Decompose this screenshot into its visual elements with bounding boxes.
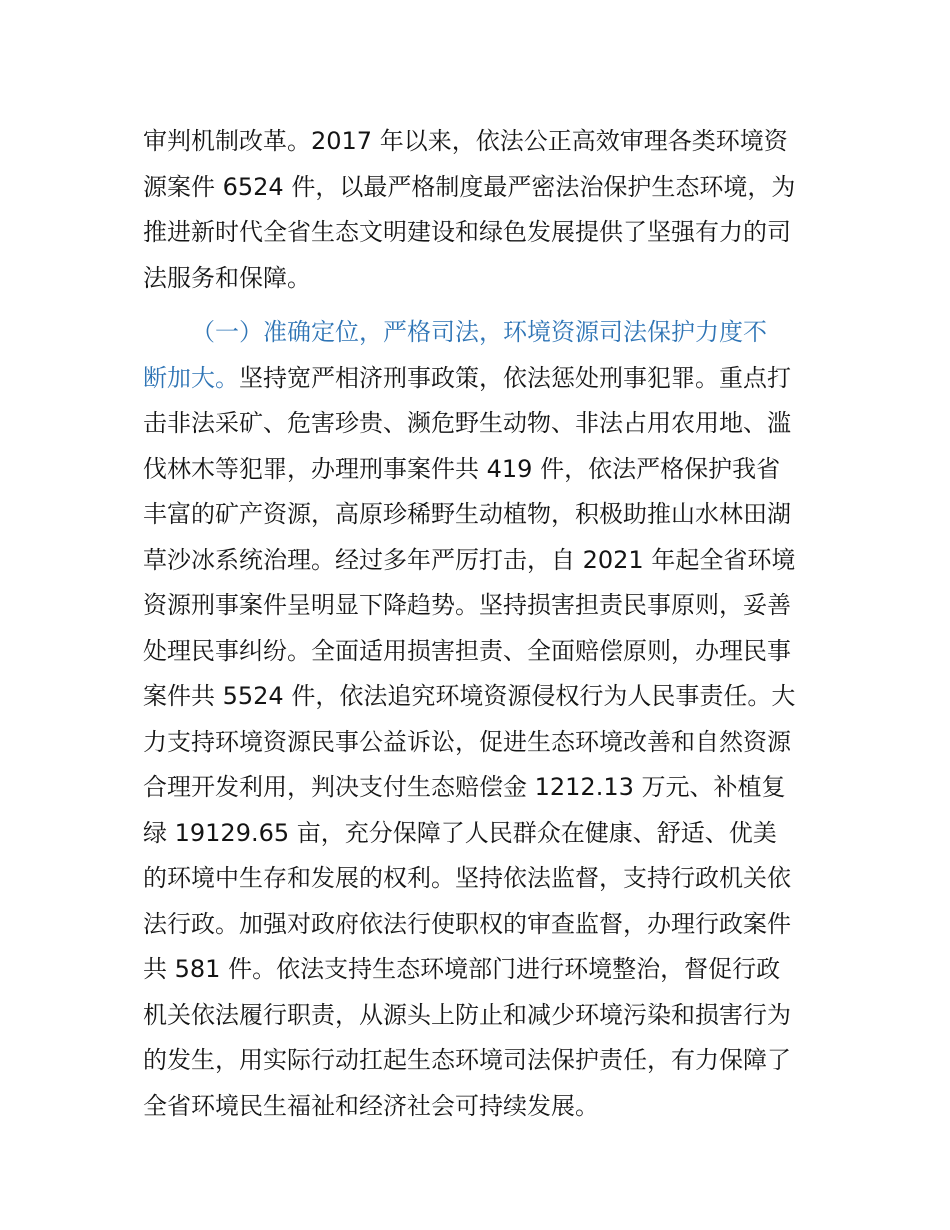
paragraph-2-line-3: 击非法采矿、危害珍贵、濒危野生动物、非法占用农用地、滥 xyxy=(143,409,791,437)
paragraph-1-line-3: 推进新时代全省生态文明建设和绿色发展提供了坚强有力的司 xyxy=(143,218,791,246)
paragraph-2-line-18: 全省环境民生福祉和经济社会可持续发展。 xyxy=(143,1092,599,1120)
paragraph-2-line-15: 共 581 件。依法支持生态环境部门进行环境整治，督促行政 xyxy=(143,955,781,983)
section-heading-part-2: 断加大。 xyxy=(143,364,239,392)
paragraph-2-line-4: 伐林木等犯罪，办理刑事案件共 419 件，依法严格保护我省 xyxy=(143,455,781,483)
paragraph-2-line-8: 处理民事纠纷。全面适用损害担责、全面赔偿原则，办理民事 xyxy=(143,637,791,665)
paragraph-2-line-12: 绿 19129.65 亩，充分保障了人民群众在健康、舒适、优美 xyxy=(143,819,777,847)
paragraph-2-line-10: 力支持环境资源民事公益诉讼，促进生态环境改善和自然资源 xyxy=(143,728,791,756)
paragraph-2-line-6: 草沙冰系统治理。经过多年严厉打击，自 2021 年起全省环境 xyxy=(143,546,796,574)
paragraph-2-line-2-body: 坚持宽严相济刑事政策，依法惩处刑事犯罪。重点打 xyxy=(239,364,791,392)
paragraph-2-line-9: 案件共 5524 件，依法追究环境资源侵权行为人民事责任。大 xyxy=(143,682,796,710)
paragraph-2-line-14: 法行政。加强对政府依法行使职权的审查监督，办理行政案件 xyxy=(143,910,791,938)
paragraph-1-line-4: 法服务和保障。 xyxy=(143,264,311,292)
paragraph-2-line-5: 丰富的矿产资源，高原珍稀野生动植物，积极助推山水林田湖 xyxy=(143,500,791,528)
paragraph-2-line-11: 合理开发利用，判决支付生态赔偿金 1212.13 万元、补植复 xyxy=(143,773,786,801)
paragraph-1-line-1: 审判机制改革。2017 年以来，依法公正高效审理各类环境资 xyxy=(143,127,788,155)
paragraph-2-line-16: 机关依法履行职责，从源头上防止和减少环境污染和损害行为 xyxy=(143,1001,791,1029)
paragraph-2-line-7: 资源刑事案件呈明显下降趋势。坚持损害担责民事原则，妥善 xyxy=(143,591,791,619)
paragraph-1-line-2: 源案件 6524 件，以最严格制度最严密法治保护生态环境，为 xyxy=(143,173,796,201)
paragraph-2-line-13: 的环境中生存和发展的权利。坚持依法监督，支持行政机关依 xyxy=(143,864,791,892)
paragraph-2-line-2 xyxy=(143,361,791,395)
section-heading-part-1: （一）准确定位，严格司法，环境资源司法保护力度不 xyxy=(191,318,767,346)
paragraph-2-line-17: 的发生，用实际行动扛起生态环境司法保护责任，有力保障了 xyxy=(143,1046,791,1074)
paragraph-2-line-1 xyxy=(191,315,767,349)
